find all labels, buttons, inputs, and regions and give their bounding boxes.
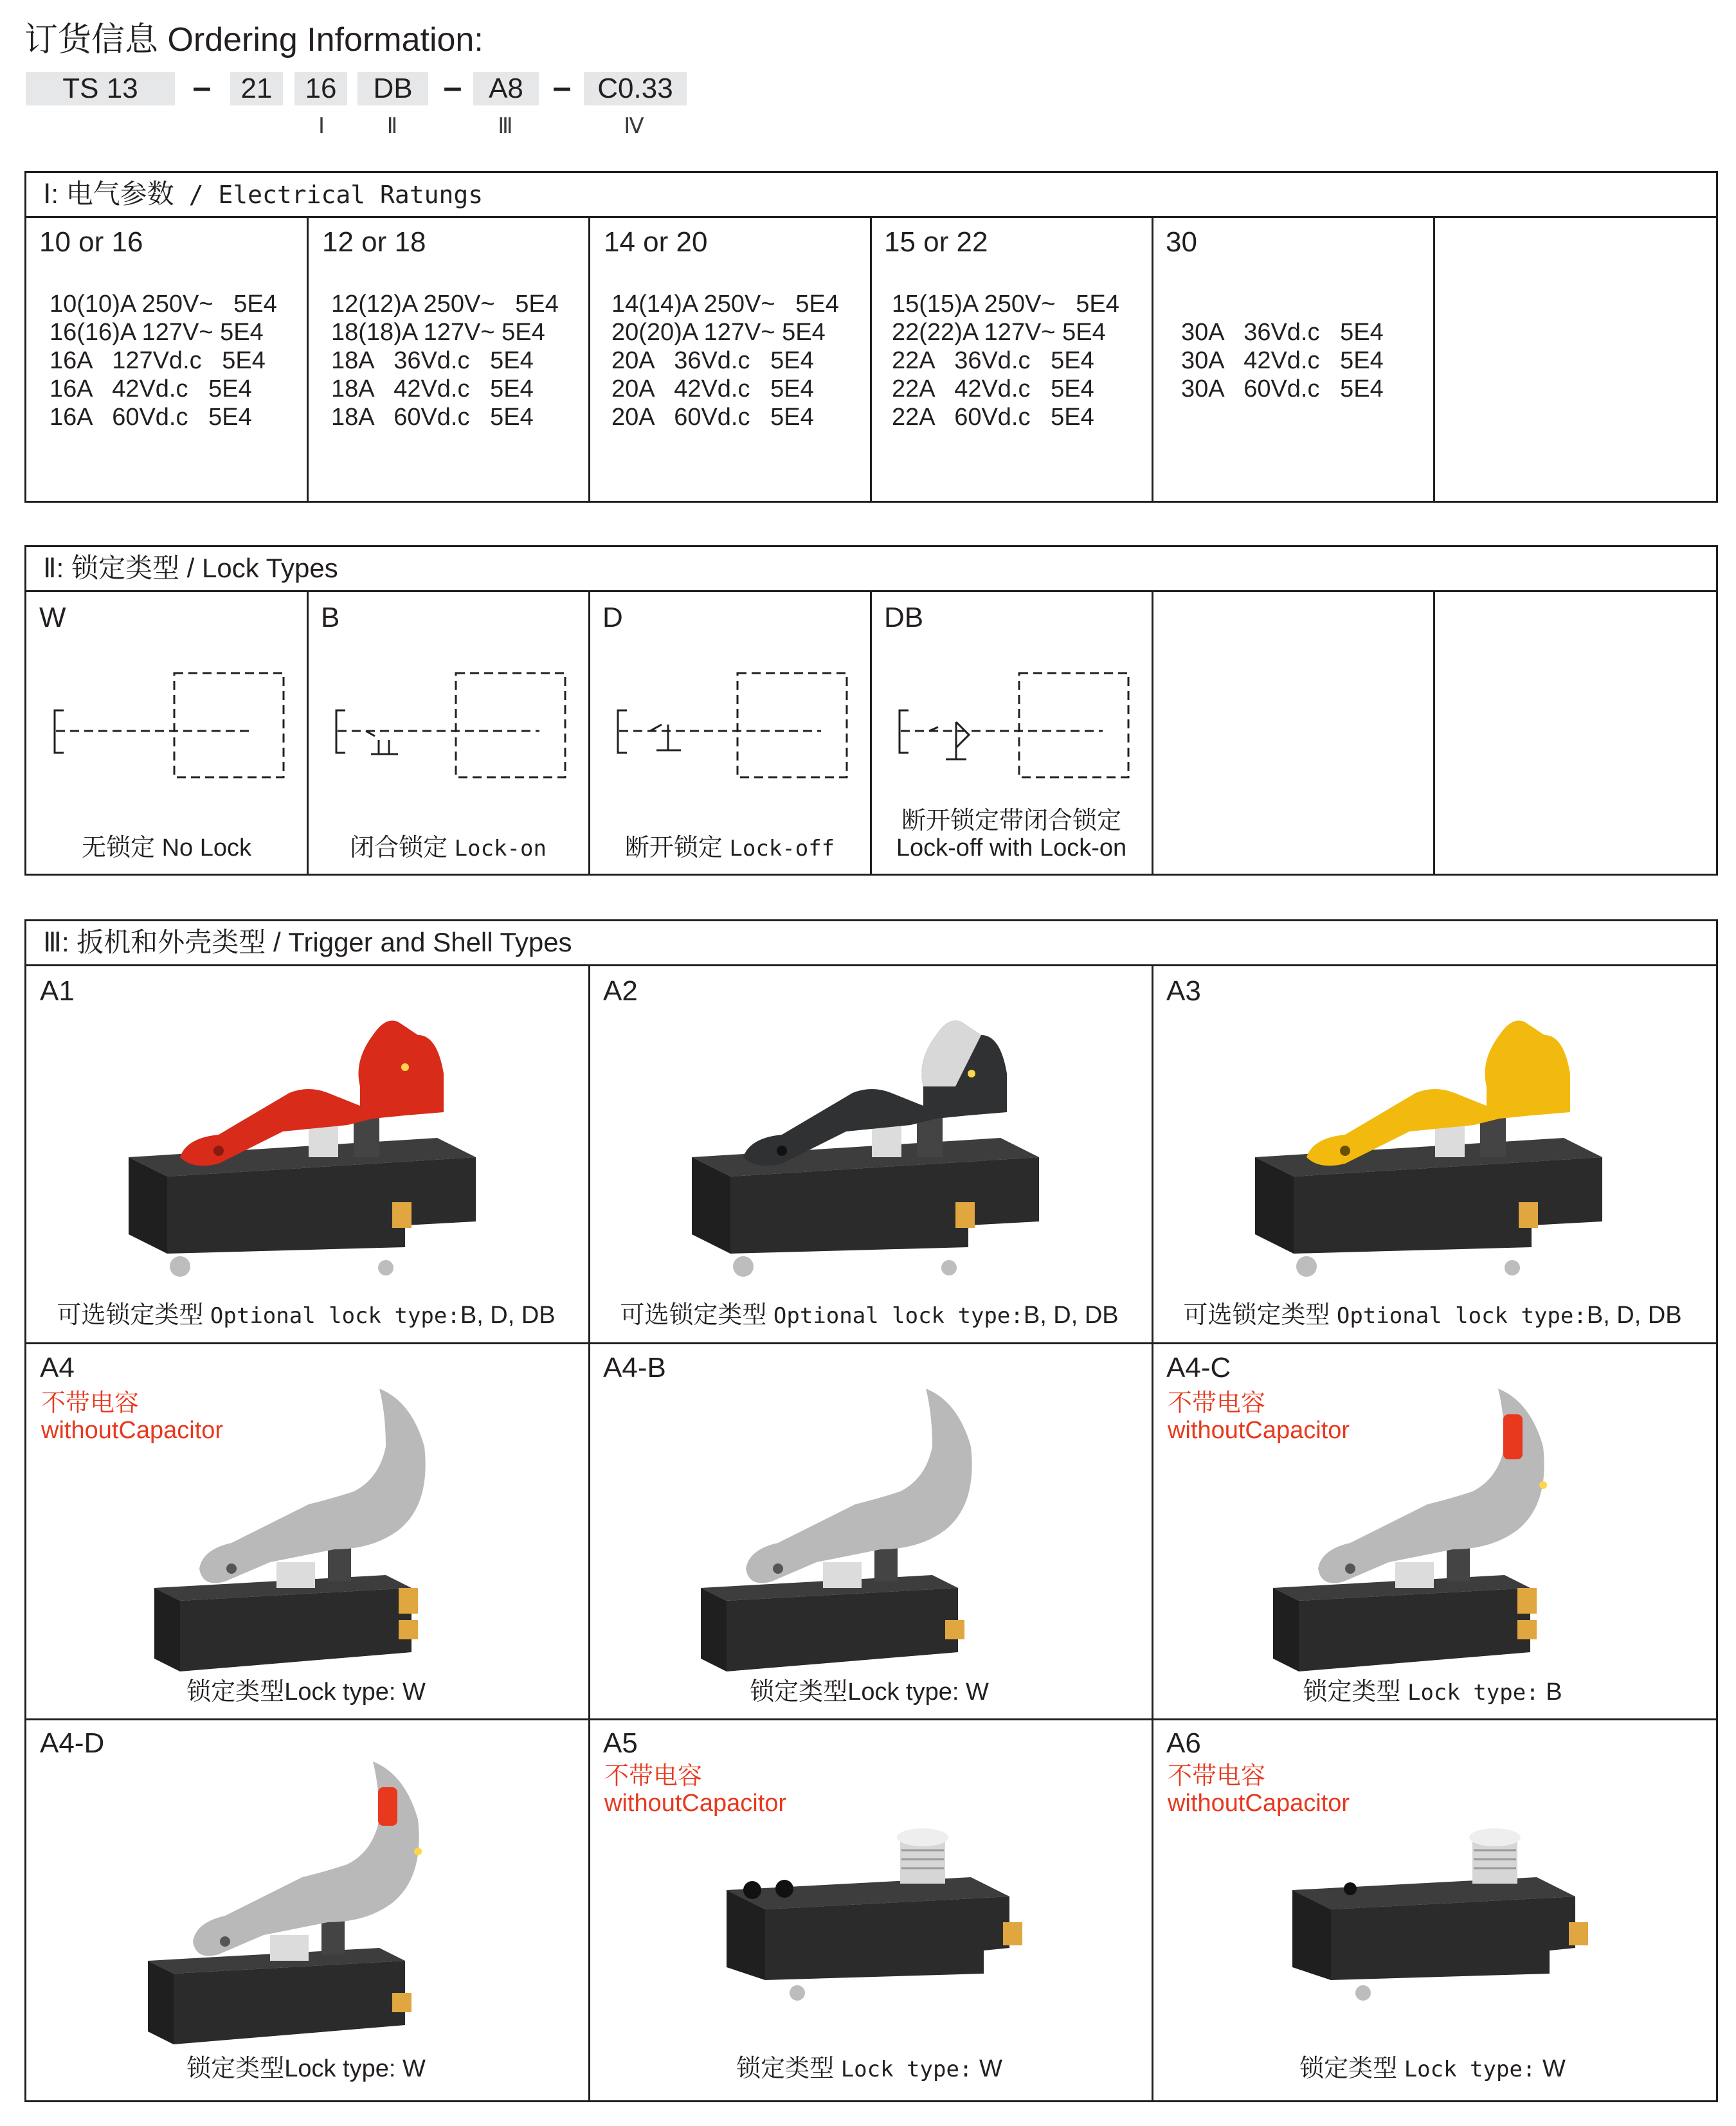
trigger-caption: 锁定类型Lock type: W	[186, 2055, 426, 2082]
rating-col-title: 15 or 22	[884, 226, 988, 258]
push-button-switch-icon	[1279, 1819, 1601, 2025]
code-current-1: 21	[230, 72, 283, 105]
trigger-switch-black-icon	[679, 1009, 1065, 1292]
lock-on-diagram-icon	[327, 669, 578, 791]
without-capacitor-en: withoutCapacitor	[1168, 1417, 1350, 1444]
lock-section	[24, 545, 1718, 876]
trigger-code: A5	[603, 1727, 638, 1759]
trigger-code: A6	[1166, 1727, 1201, 1759]
without-capacitor-en: withoutCapacitor	[41, 1417, 224, 1444]
lock-caption-en: Lock-off with Lock-on	[896, 834, 1127, 861]
trigger-code: A2	[603, 975, 638, 1007]
without-capacitor-en: withoutCapacitor	[604, 1790, 787, 1817]
lock-off-diagram-icon	[609, 669, 860, 791]
without-capacitor-cn: 不带电容	[604, 1763, 703, 1790]
trigger-caption: 可选锁定类型 Optional lock type:B, D, DB	[1183, 1302, 1682, 1329]
trigger-header: Ⅲ: 扳机和外壳类型 / Trigger and Shell Types	[26, 921, 1716, 966]
trigger-code: A3	[1166, 975, 1201, 1007]
code-dash: –	[443, 69, 462, 106]
trigger-switch-red-icon	[116, 1009, 502, 1292]
trigger-code: A1	[40, 975, 75, 1007]
lock-caption: 断开锁定 Lock-off	[624, 834, 835, 861]
electrical-header-cn: Ⅰ: 电气参数	[43, 179, 174, 209]
code-series: TS 13	[26, 72, 175, 105]
roman-4: Ⅳ	[624, 114, 644, 138]
roman-2: Ⅱ	[386, 114, 398, 138]
rating-col-lines: 14(14)A 250V~ 5E4 20(20)A 127V~ 5E4 20A 36Vd.c 5E4 20A 42Vd.c 5E4 20A 60Vd.c 5E4	[611, 291, 839, 431]
rating-col-title: 10 or 16	[39, 226, 143, 258]
lock-code: DB	[884, 602, 924, 633]
lock-header: Ⅱ: 锁定类型 / Lock Types	[26, 547, 1716, 592]
rating-col-title: 12 or 18	[322, 226, 426, 258]
rating-col-title: 30	[1166, 226, 1197, 258]
rating-col-lines: 30A 36Vd.c 5E4 30A 42Vd.c 5E4 30A 60Vd.c 5E4	[1181, 319, 1384, 402]
push-button-switch-icon	[714, 1819, 1035, 2025]
rating-col-lines: 12(12)A 250V~ 5E4 18(18)A 127V~ 5E4 18A 36Vd.c 5E4 18A 42Vd.c 5E4 18A 60Vd.c 5E4	[331, 291, 559, 431]
trigger-code: A4-C	[1166, 1352, 1231, 1383]
without-capacitor-cn: 不带电容	[1168, 1390, 1266, 1417]
rating-col-title: 14 or 20	[604, 226, 708, 258]
trigger-code: A4	[40, 1352, 75, 1383]
electrical-section	[24, 171, 1718, 503]
code-trigger: A8	[473, 72, 539, 105]
without-capacitor-en: withoutCapacitor	[1168, 1790, 1350, 1817]
trigger-switch-silver-icon	[141, 1376, 476, 1684]
lock-caption-cn: 断开锁定带闭合锁定	[901, 807, 1121, 834]
electrical-header	[26, 173, 1716, 218]
code-lock: DB	[357, 72, 428, 105]
ordering-title: 订货信息 Ordering Information:	[24, 21, 484, 59]
trigger-switch-silver-red-button-icon	[1260, 1376, 1595, 1684]
code-current-2: 16	[294, 72, 347, 105]
trigger-caption: 锁定类型 Lock type: W	[736, 2055, 1002, 2082]
rating-col-lines: 15(15)A 250V~ 5E4 22(22)A 127V~ 5E4 22A 36Vd.c 5E4 22A 42Vd.c 5E4 22A 60Vd.c 5E4	[892, 291, 1119, 431]
trigger-caption: 可选锁定类型 Optional lock type:B, D, DB	[57, 1302, 556, 1329]
trigger-switch-silver-red-button-icon	[135, 1749, 469, 2057]
trigger-switch-yellow-icon	[1242, 1009, 1628, 1292]
code-dash: –	[192, 69, 212, 106]
trigger-caption: 锁定类型Lock type: W	[750, 1679, 989, 1706]
trigger-switch-silver-icon	[688, 1376, 1022, 1684]
lock-code: D	[602, 602, 623, 633]
without-capacitor-cn: 不带电容	[41, 1390, 140, 1417]
lock-off-with-lock-on-diagram-icon	[891, 669, 1141, 791]
lock-code: B	[321, 602, 340, 633]
rating-col-lines: 10(10)A 250V~ 5E4 16(16)A 127V~ 5E4 16A 127Vd.c 5E4 16A 42Vd.c 5E4 16A 60Vd.c 5E4	[50, 291, 277, 431]
code-dash: –	[552, 69, 572, 106]
trigger-caption: 可选锁定类型 Optional lock type:B, D, DB	[620, 1302, 1119, 1329]
trigger-code: A4-D	[40, 1727, 105, 1759]
code-capacitor: C0.33	[584, 72, 687, 105]
trigger-caption: 锁定类型Lock type: W	[186, 1679, 426, 1706]
lock-code: W	[39, 602, 66, 633]
without-capacitor-cn: 不带电容	[1168, 1763, 1266, 1790]
lock-caption: 闭合锁定 Lock-on	[350, 834, 547, 861]
roman-1: Ⅰ	[318, 114, 325, 138]
trigger-code: A4-B	[603, 1352, 666, 1383]
trigger-caption: 锁定类型 Lock type: W	[1299, 2055, 1566, 2082]
electrical-header-en: / Electrical Ratungs	[174, 181, 484, 209]
trigger-caption: 锁定类型 Lock type: B	[1303, 1679, 1562, 1706]
roman-3: Ⅲ	[498, 114, 513, 138]
no-lock-diagram-icon	[46, 669, 296, 791]
lock-caption: 无锁定 No Lock	[82, 834, 251, 861]
